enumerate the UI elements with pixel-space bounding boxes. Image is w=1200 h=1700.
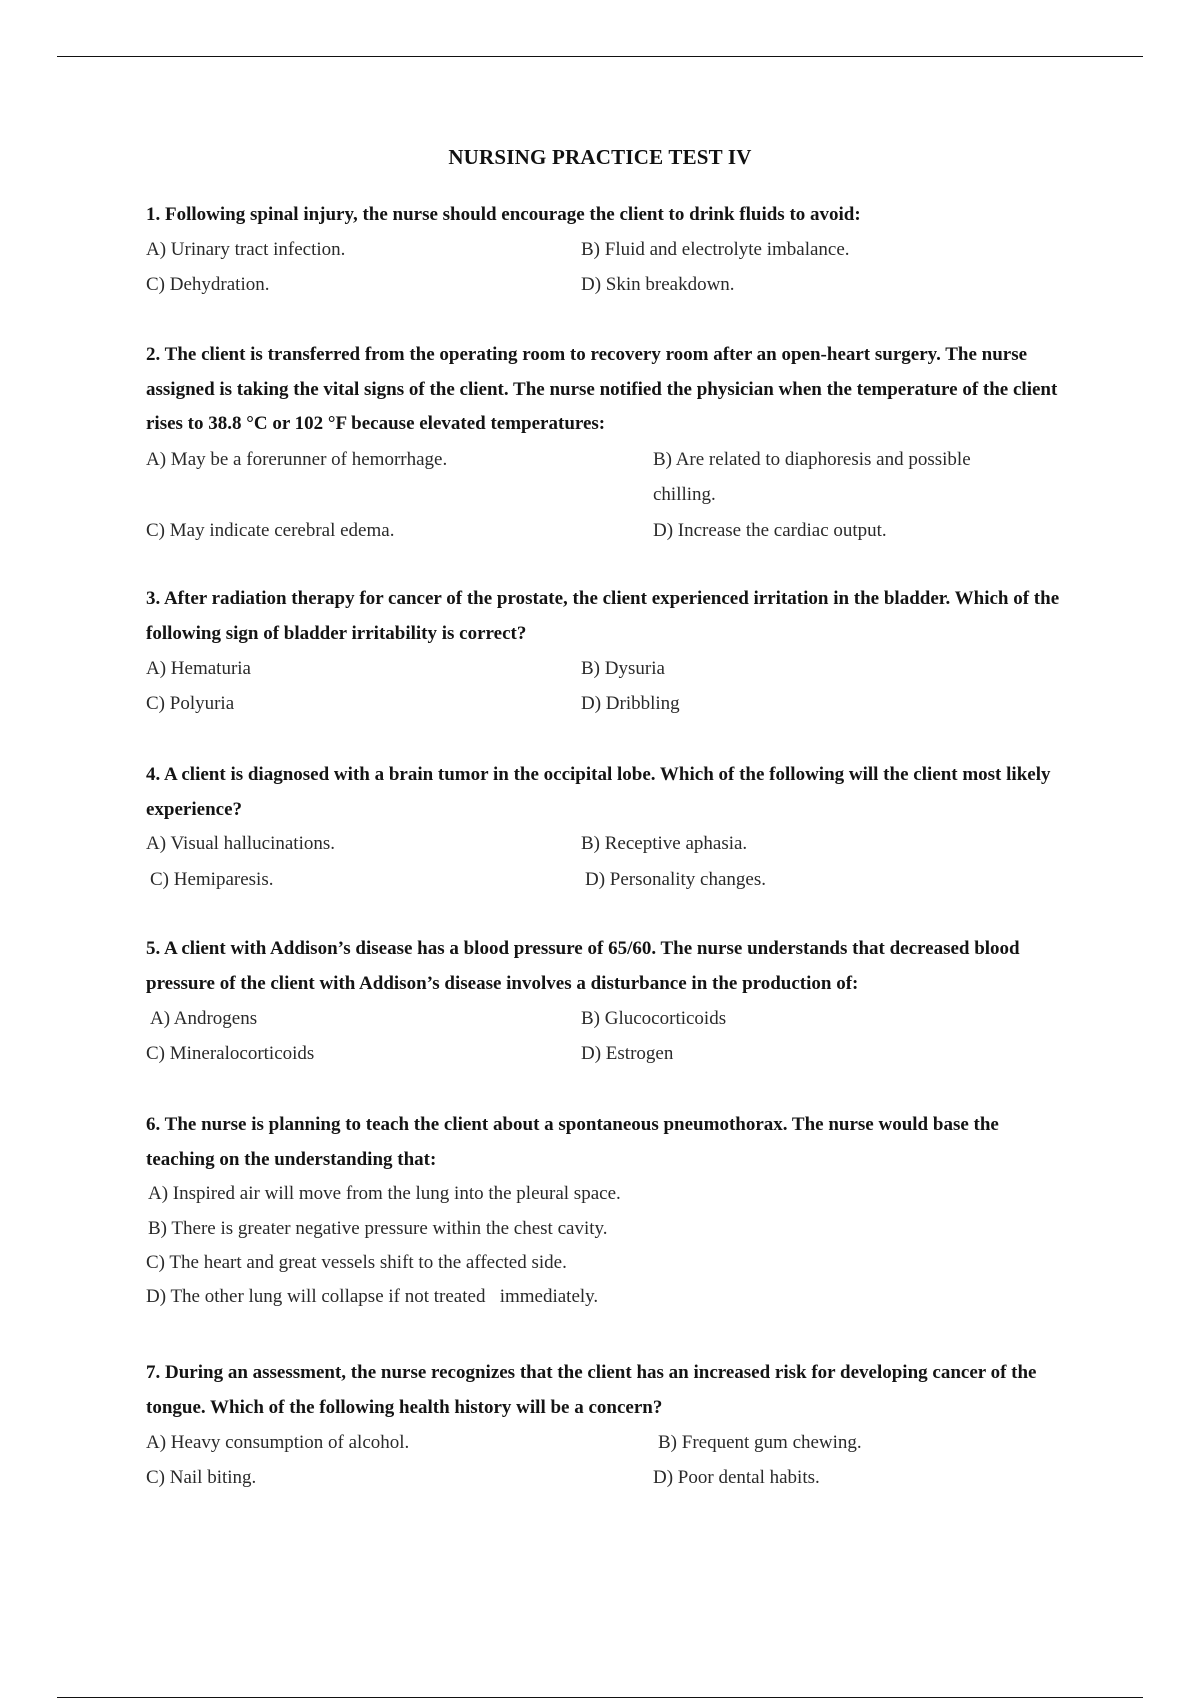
question-5-option-c: C) Mineralocorticoids	[146, 1043, 315, 1064]
question-2-option-b: B) Are related to diaphoresis and possible chilling.	[653, 449, 971, 505]
question-3-option-b: B) Dysuria	[581, 658, 665, 679]
question-7-option-c: C) Nail biting.	[146, 1467, 257, 1488]
top-rule	[57, 56, 1143, 57]
question-6-option-a: A) Inspired air will move from the lung into the pleural space.	[148, 1183, 621, 1204]
question-7-option-b: B) Frequent gum chewing.	[658, 1432, 862, 1453]
question-5-text: 5. A client with Addison’s disease has a blood pressure of 65/60. The nurse understands that decreased blood pressure of the client with Addison’s disease involves a disturbance in the production of:	[146, 938, 1020, 994]
question-7-text: 7. During an assessment, the nurse recognizes that the client has an increased risk for developing cancer of the tongue. Which of the following health history will be a concern?	[146, 1362, 1037, 1418]
question-5-option-b: B) Glucocorticoids	[581, 1008, 727, 1029]
question-3-option-a: A) Hematuria	[146, 658, 251, 679]
question-4-text: 4. A client is diagnosed with a brain tumor in the occipital lobe. Which of the following will the client most likely experience?	[146, 764, 1051, 820]
question-6-option-b: B) There is greater negative pressure within the chest cavity.	[148, 1218, 608, 1239]
question-4-option-c: C) Hemiparesis.	[150, 869, 274, 890]
question-2-text: 2. The client is transferred from the operating room to recovery room after an open-heart surgery. The nurse assigned is taking the vital signs of the client. The nurse notified the physician when the temperature of the client rises to 38.8 °C or 102 °F because elevated temperatures:	[146, 344, 1058, 434]
question-1-option-b: B) Fluid and electrolyte imbalance.	[581, 239, 850, 260]
question-2-option-c: C) May indicate cerebral edema.	[146, 520, 395, 541]
question-1-option-c: C) Dehydration.	[146, 274, 270, 295]
question-1-option-d: D) Skin breakdown.	[581, 274, 735, 295]
question-4-option-b: B) Receptive aphasia.	[581, 833, 748, 854]
question-3-text: 3. After radiation therapy for cancer of the prostate, the client experienced irritation in the bladder. Which of the following sign of bladder irritability is correct?	[146, 588, 1060, 644]
question-7-option-a: A) Heavy consumption of alcohol.	[146, 1432, 410, 1453]
page-title: NURSING PRACTICE TEST IV	[448, 145, 752, 169]
question-3-option-d: D) Dribbling	[581, 693, 680, 714]
question-6-option-d: D) The other lung will collapse if not treated immediately.	[146, 1286, 599, 1307]
question-6-option-c: C) The heart and great vessels shift to the affected side.	[146, 1252, 567, 1273]
question-6-text: 6. The nurse is planning to teach the client about a spontaneous pneumothorax. The nurse would base the teaching on the understanding that:	[146, 1114, 999, 1170]
question-2-option-d: D) Increase the cardiac output.	[653, 520, 887, 541]
question-1-option-a: A) Urinary tract infection.	[146, 239, 346, 260]
question-2-option-a: A) May be a forerunner of hemorrhage.	[146, 449, 448, 470]
bottom-rule	[57, 1697, 1143, 1698]
question-4-option-a: A) Visual hallucinations.	[146, 833, 336, 854]
question-4-option-d: D) Personality changes.	[585, 869, 766, 890]
question-1-text: 1. Following spinal injury, the nurse should encourage the client to drink fluids to avoid:	[146, 204, 861, 225]
question-3-option-c: C) Polyuria	[146, 693, 235, 714]
question-7-option-d: D) Poor dental habits.	[653, 1467, 820, 1488]
question-5-option-a: A) Androgens	[150, 1008, 258, 1029]
question-5-option-d: D) Estrogen	[581, 1043, 674, 1064]
